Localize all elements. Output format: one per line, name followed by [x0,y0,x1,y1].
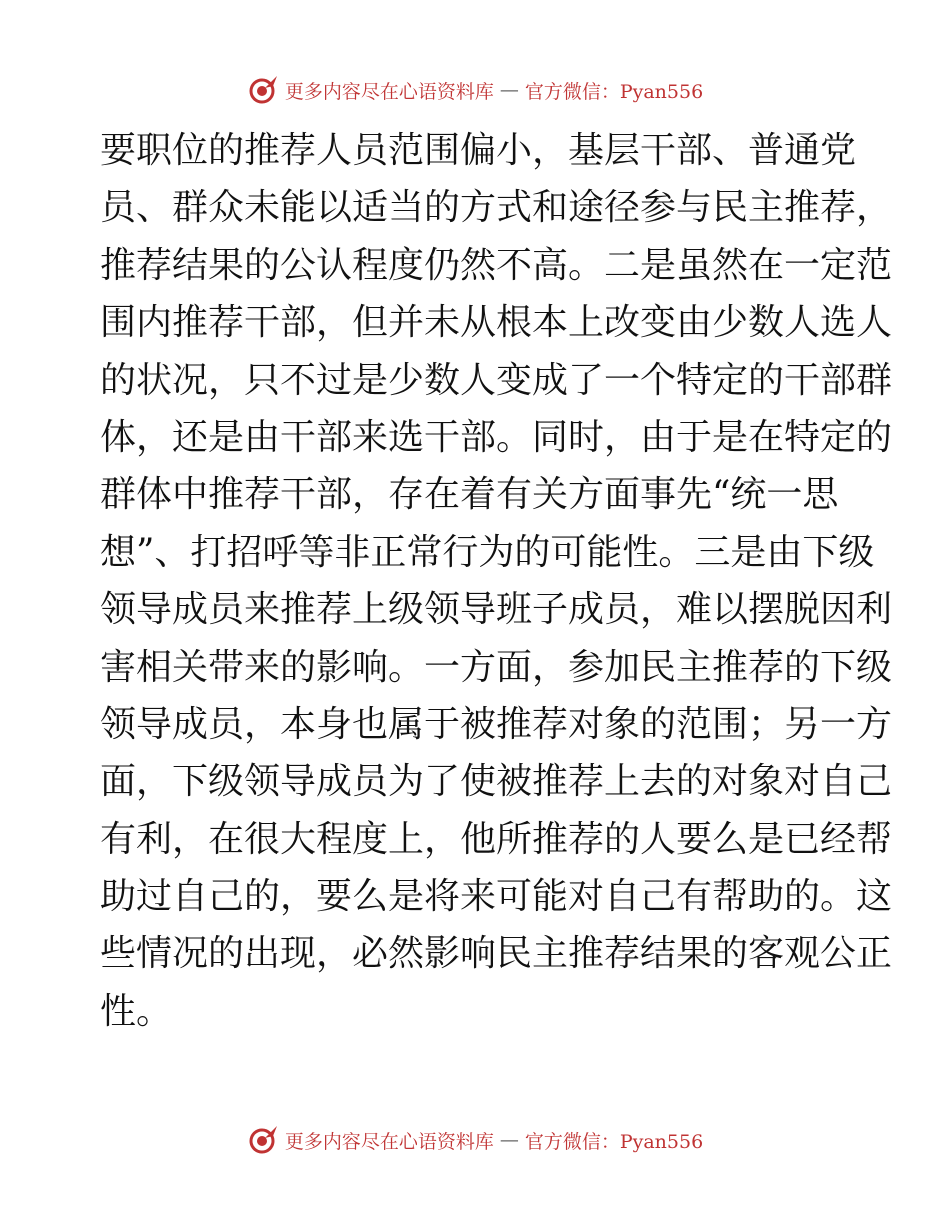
header-banner-text: 更多内容尽在心语资料库 [284,80,494,103]
body-line: 员、群众未能以适当的方式和途径参与民主推荐， [100,187,893,229]
body-line: 害相关带来的影响。一方面，参加民主推荐的下级 [100,646,893,688]
body-line: 性。 [100,990,173,1032]
footer-separator: — [499,1129,519,1151]
footer-wechat-text: 官方微信：Pyan556 [524,1130,704,1153]
footer-banner [0,1120,950,1160]
body-line: 想”、打招呼等非正常行为的可能性。三是由下级 [100,531,875,573]
header-wechat-text: 官方微信：Pyan556 [524,80,704,103]
body-line: 领导成员，本身也属于被推荐对象的范围；另一方 [100,703,893,745]
body-line: 的状况，只不过是少数人变成了一个特定的干部群 [100,359,893,401]
body-line: 要职位的推荐人员范围偏小，基层干部、普通党 [100,130,857,171]
body-line: 助过自己的，要么是将来可能对自己有帮助的。这 [100,876,893,918]
document-body [100,122,893,1040]
body-line: 领导成员来推荐上级领导班子成员，难以摆脱因利 [100,589,893,631]
body-line: 面，下级领导成员为了使被推荐上去的对象对自己 [100,761,893,803]
body-line: 体，还是由干部来选干部。同时，由于是在特定的 [100,416,893,458]
body-line: 些情况的出现，必然影响民主推荐结果的客观公正 [100,933,893,975]
quill-pen-logo-icon [247,74,279,106]
body-line: 群体中推荐干部，存在着有关方面事先“统一思 [100,474,839,516]
body-line: 围内推荐干部，但并未从根本上改变由少数人选人 [100,302,893,344]
header-separator: — [499,79,519,101]
footer-banner-text: 更多内容尽在心语资料库 [284,1130,494,1153]
quill-pen-logo-icon [247,1124,279,1156]
body-line: 有利，在很大程度上，他所推荐的人要么是已经帮 [100,818,893,860]
body-line: 推荐结果的公认程度仍然不高。二是虽然在一定范 [100,244,893,286]
header-banner [0,70,950,110]
